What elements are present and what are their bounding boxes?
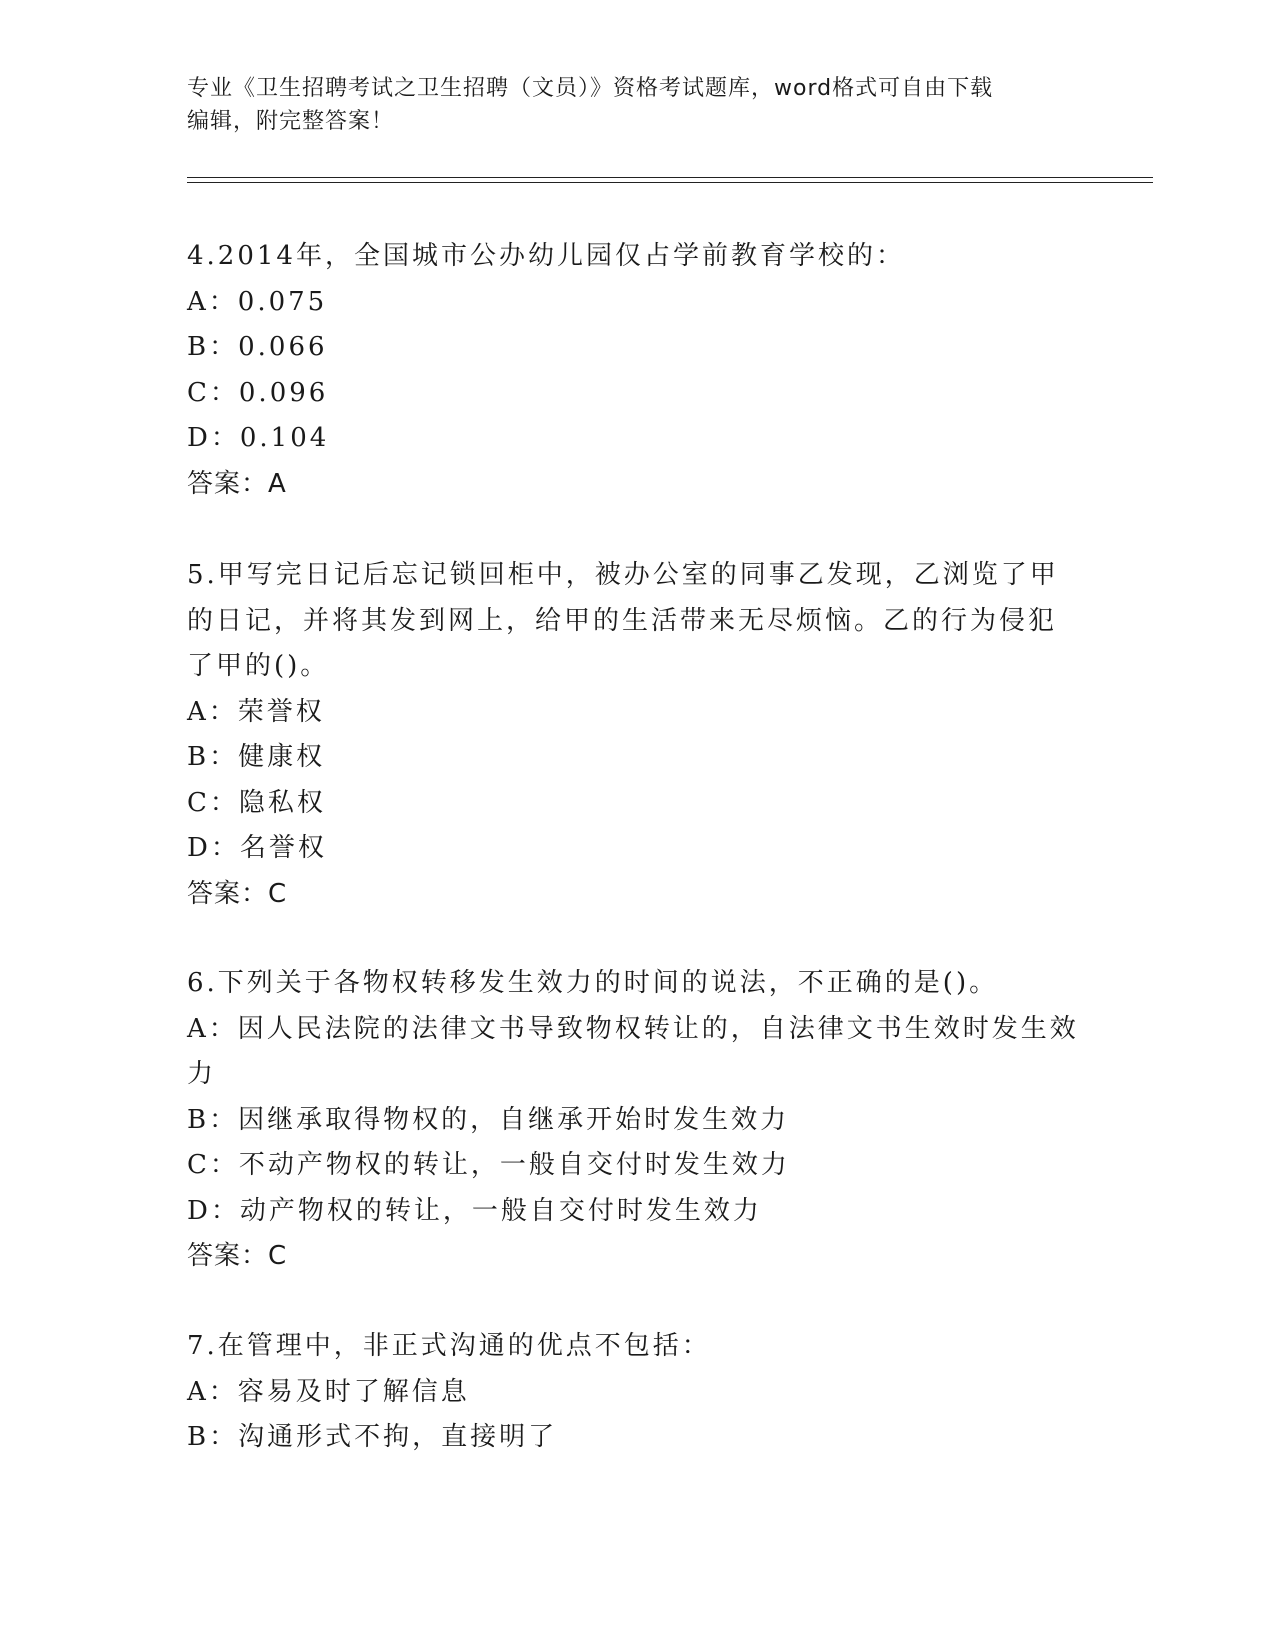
option-a: A：荣誉权 (187, 696, 325, 727)
header-line-1: 专业《卫生招聘考试之卫生招聘（文员）》资格考试题库，word格式可自由下载 (187, 76, 994, 101)
question-7 (187, 1324, 1087, 1461)
option-a: A：容易及时了解信息 (187, 1376, 470, 1407)
option-b: B：0.066 (187, 332, 328, 362)
option-b: B：沟通形式不拘，直接明了 (187, 1422, 558, 1452)
option-d: D：0.104 (187, 423, 330, 453)
answer: 答案：C (187, 878, 288, 909)
answer: 答案：C (187, 1241, 288, 1271)
header-line-2: 编辑，附完整答案！ (187, 109, 395, 134)
option-a: A：因人民法院的法律文书导致物权转让的，自法律文书生效时发生效 (187, 1013, 1079, 1044)
document-header (187, 72, 1087, 138)
option-c: C：隐私权 (187, 787, 326, 818)
question-stem: 4.2014年，全国城市公办幼儿园仅占学前教育学校的： (187, 241, 905, 271)
option-a-continued: 力 (187, 1059, 217, 1089)
option-c: C：0.096 (187, 377, 329, 408)
question-4 (187, 234, 1087, 507)
option-d: D：动产物权的转让，一般自交付时发生效力 (187, 1195, 762, 1226)
option-a: A：0.075 (187, 286, 328, 317)
question-stem: 5.甲写完日记后忘记锁回柜中，被办公室的同事乙发现，乙浏览了甲 (187, 560, 1059, 590)
answer: 答案：A (187, 468, 287, 499)
option-d: D：名誉权 (187, 833, 327, 863)
option-b: B：健康权 (187, 742, 326, 772)
question-5 (187, 553, 1087, 917)
question-stem: 7.在管理中，非正式沟通的优点不包括： (187, 1331, 711, 1361)
question-stem: 了甲的()。 (187, 651, 330, 681)
question-stem: 6.下列关于各物权转移发生效力的时间的说法，不正确的是()。 (187, 968, 999, 998)
header-divider-bottom (187, 182, 1153, 183)
question-stem: 的日记，并将其发到网上，给甲的生活带来无尽烦恼。乙的行为侵犯 (187, 605, 1058, 636)
option-c: C：不动产物权的转让，一般自交付时发生效力 (187, 1150, 790, 1180)
question-6 (187, 961, 1087, 1280)
header-divider-top (187, 177, 1153, 178)
option-b: B：因继承取得物权的，自继承开始时发生效力 (187, 1104, 790, 1135)
